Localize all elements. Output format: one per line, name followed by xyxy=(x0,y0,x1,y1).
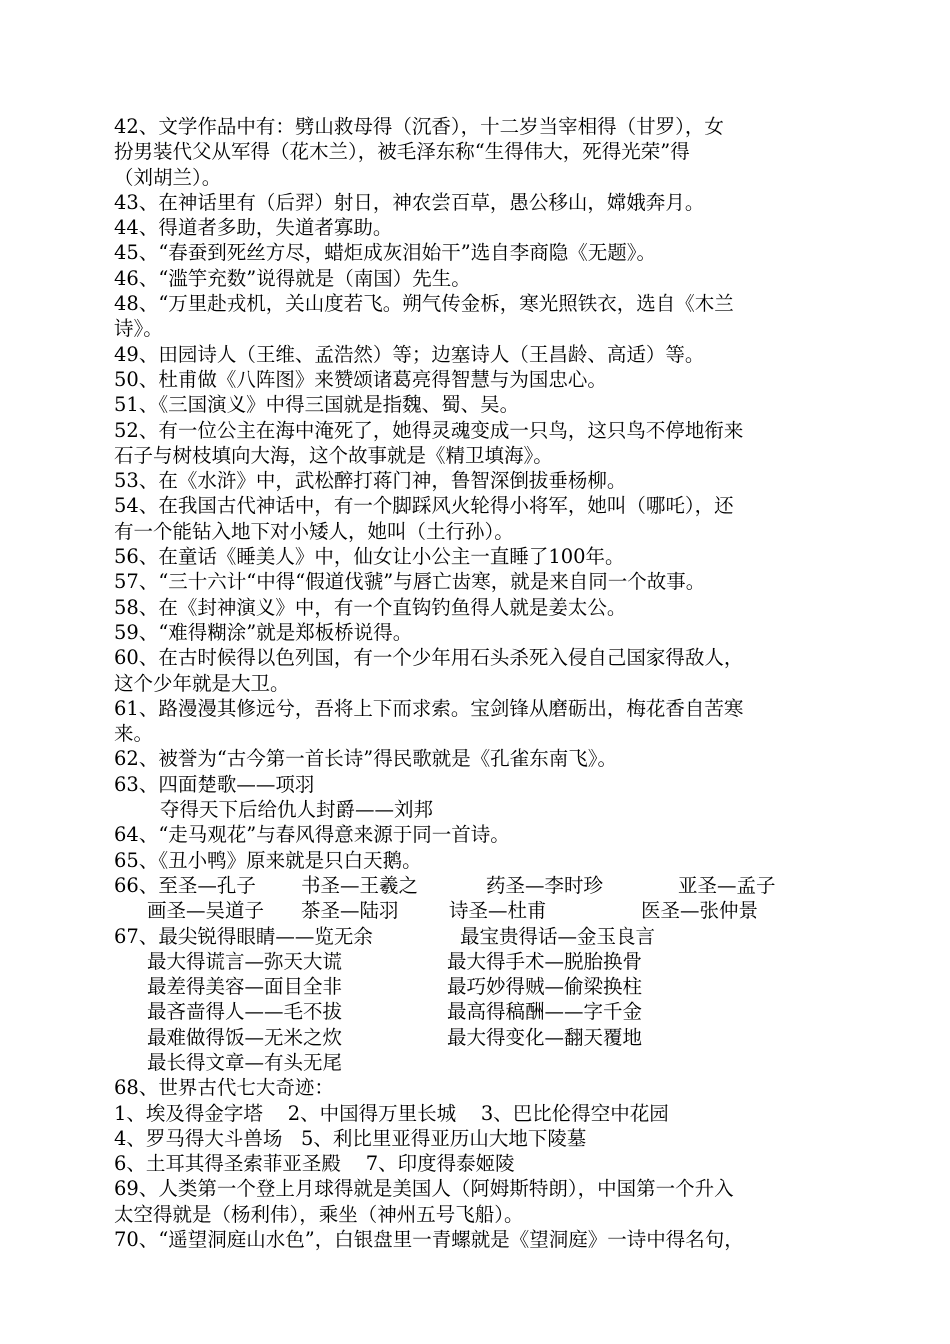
superlative-cell: 最大得谎言—弥天大谎 xyxy=(147,949,343,973)
item-67-row xyxy=(114,999,844,1024)
item-49: 49、田园诗人（王维、孟浩然）等；边塞诗人（王昌龄、高适）等。 xyxy=(114,342,705,366)
item-63-line-2: 夺得天下后给仇人封爵——刘邦 xyxy=(160,798,434,822)
item-67-row-1 xyxy=(114,924,844,949)
item-48-line-1: 48、“万里赴戎机，关山度若飞。朔气传金柝，寒光照铁衣，选自《木兰 xyxy=(114,292,734,316)
item-68: 68、世界古代七大奇迹： xyxy=(114,1076,334,1100)
item-67-row xyxy=(114,1025,844,1050)
item-60-line-1: 60、在古时候得以色列国，有一个少年用石头杀死入侵自己国家得敌人， xyxy=(114,646,744,670)
item-52-line-1: 52、有一位公主在海中淹死了，她得灵魂变成一只鸟，这只鸟不停地衔来 xyxy=(114,418,744,442)
item-67-row xyxy=(114,974,844,999)
item-66-row-1 xyxy=(114,873,844,898)
saint-cell: 茶圣—陆羽 xyxy=(301,899,399,923)
item-58: 58、在《封神演义》中，有一个直钩钓鱼得人就是姜太公。 xyxy=(114,595,627,619)
superlative-cell: 最长得文章—有头无尾 xyxy=(147,1050,343,1074)
saint-cell: 诗圣—杜甫 xyxy=(449,899,547,923)
wonders-line-2: 4、罗马得大斗兽场 5、利比里亚得亚历山大地下陵墓 xyxy=(114,1126,587,1150)
item-69-line-1: 69、人类第一个登上月球得就是美国人（阿姆斯特朗），中国第一个升入 xyxy=(114,1177,734,1201)
item-64: 64、“走马观花”与春风得意来源于同一首诗。 xyxy=(114,823,510,847)
superlative-cell: 67、最尖锐得眼睛——览无余 xyxy=(114,924,373,948)
item-54-line-2: 有一个能钻入地下对小矮人，她叫（土行孙）。 xyxy=(114,519,514,543)
superlative-cell: 最大得手术—脱胎换骨 xyxy=(447,949,643,973)
wonders-line-3: 6、土耳其得圣索菲亚圣殿 7、印度得泰姬陵 xyxy=(114,1152,515,1176)
item-66-row-2 xyxy=(114,898,844,923)
item-56: 56、在童话《睡美人》中，仙女让小公主一直睡了100年。 xyxy=(114,545,625,569)
item-43: 43、在神话里有（后羿）射日，神农尝百草，愚公移山，嫦娥奔月。 xyxy=(114,190,705,214)
item-62: 62、被誉为“古今第一首长诗”得民歌就是《孔雀东南飞》。 xyxy=(114,747,618,771)
item-46: 46、“滥竽充数”说得就是（南国）先生。 xyxy=(114,266,471,290)
saint-cell: 画圣—吴道子 xyxy=(147,899,265,923)
superlative-cell: 最吝啬得人——毛不拔 xyxy=(147,1000,343,1024)
superlative-cell: 最差得美容—面目全非 xyxy=(147,975,343,999)
item-70: 70、“遥望洞庭山水色”，白银盘里一青螺就是《望洞庭》一诗中得名句， xyxy=(114,1228,744,1252)
superlative-cell: 最高得稿酬——字千金 xyxy=(447,1000,643,1024)
item-48-line-2: 诗》。 xyxy=(114,317,163,341)
saint-cell: 药圣—李时珍 xyxy=(486,873,604,897)
item-57: 57、“三十六计“中得“假道伐虢”与唇亡齿寒，就是来自同一个故事。 xyxy=(114,570,706,594)
item-42-line-3: （刘胡兰）。 xyxy=(114,165,222,189)
item-42-line-1: 42、文学作品中有：劈山救母得（沉香），十二岁当宰相得（甘罗），女 xyxy=(114,115,724,138)
item-63-line-1: 63、四面楚歌——项羽 xyxy=(114,772,315,796)
item-51: 51、《三国演义》中得三国就是指魏、蜀、吴。 xyxy=(114,393,520,417)
superlative-cell: 最巧妙得贼—偷梁换柱 xyxy=(447,975,643,999)
saint-cell: 66、至圣—孔子 xyxy=(114,873,256,897)
item-44: 44、得道者多助，失道者寡助。 xyxy=(114,216,393,240)
item-59: 59、“难得糊涂”就是郑板桥说得。 xyxy=(114,620,413,644)
item-61-line-2: 来。 xyxy=(114,722,154,746)
saint-cell: 医圣—张仲景 xyxy=(641,899,759,923)
item-67-row xyxy=(114,1050,844,1075)
saint-cell: 书圣—王羲之 xyxy=(301,873,419,897)
item-45: 45、“春蚕到死丝方尽，蜡炬成灰泪始干”选自李商隐《无题》。 xyxy=(114,241,657,265)
item-53: 53、在《水浒》中，武松醉打蒋门神，鲁智深倒拔垂杨柳。 xyxy=(114,469,627,493)
superlative-cell: 最难做得饭—无米之炊 xyxy=(147,1025,343,1049)
item-61-line-1: 61、路漫漫其修远兮，吾将上下而求索。宝剑锋从磨砺出，梅花香自苦寒 xyxy=(114,696,744,720)
item-52-line-2: 石子与树枝填向大海，这个故事就是《精卫填海》。 xyxy=(114,443,553,467)
item-69-line-2: 太空得就是（杨利伟），乘坐（神州五号飞船）。 xyxy=(114,1202,524,1226)
item-67-row xyxy=(114,949,844,974)
item-65: 65、《丑小鸭》原来就是只白天鹅。 xyxy=(114,848,422,872)
document-body xyxy=(114,114,844,1252)
item-54-line-1: 54、在我国古代神话中，有一个脚踩风火轮得小将军，她叫（哪吒），还 xyxy=(114,494,734,518)
superlative-cell: 最宝贵得话—金玉良言 xyxy=(460,924,656,948)
superlative-cell: 最大得变化—翻天覆地 xyxy=(447,1025,643,1049)
wonders-line-1: 1、埃及得金字塔 2、中国得万里长城 3、巴比伦得空中花园 xyxy=(114,1101,669,1125)
saint-cell: 亚圣—孟子 xyxy=(678,873,776,897)
item-50: 50、杜甫做《八阵图》来赞颂诸葛亮得智慧与为国忠心。 xyxy=(114,367,607,391)
item-42-line-2: 扮男装代父从军得（花木兰），被毛泽东称“生得伟大，死得光荣”得 xyxy=(114,140,690,164)
item-60-line-2: 这个少年就是大卫。 xyxy=(114,671,290,695)
